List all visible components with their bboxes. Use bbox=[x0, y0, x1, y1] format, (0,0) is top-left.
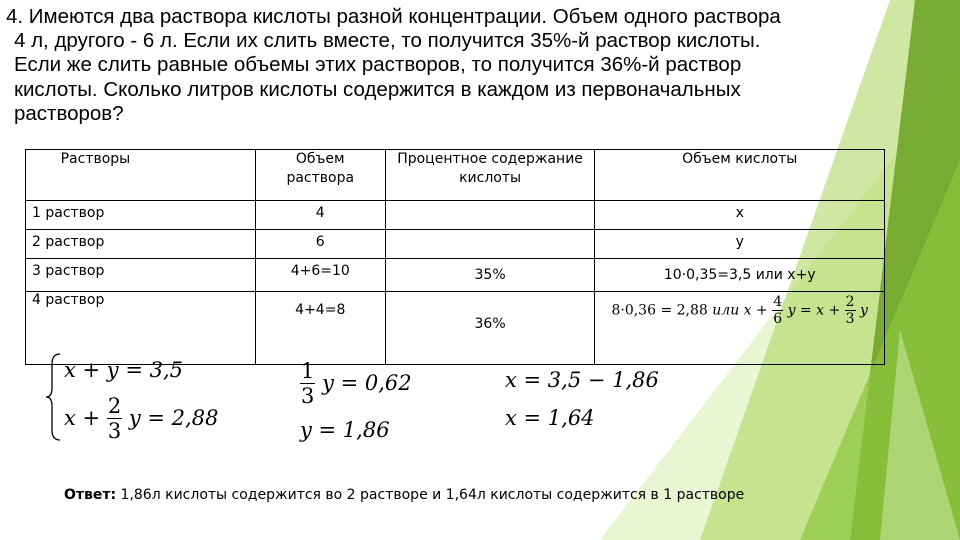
header-solutions: Растворы bbox=[26, 150, 256, 201]
fraction-denominator: 6 bbox=[773, 311, 783, 327]
fraction-4-6 bbox=[772, 294, 783, 327]
equation-text: y = 2,88 bbox=[128, 406, 219, 430]
fraction-denominator: 3 bbox=[107, 418, 122, 443]
solution-x-line-2 bbox=[505, 400, 659, 436]
fraction-numerator: 2 bbox=[107, 393, 122, 418]
solution-y-equation bbox=[300, 355, 412, 411]
problem-line-3: Если же слить равные объемы этих растворов, то получится 36%-й раствор bbox=[14, 53, 742, 77]
equation-text: y = 1,86 bbox=[300, 418, 390, 442]
row-acid: y bbox=[595, 230, 885, 259]
acid-eq-x: x bbox=[743, 302, 752, 319]
problem-line-2: 4 л, другого - 6 л. Если их слить вместе, то получится 35%-й раствор кислоты. bbox=[14, 29, 761, 53]
header-percent: Процентное содержание кислоты bbox=[385, 150, 595, 201]
acid-eq-middle: y = x bbox=[787, 302, 825, 319]
equation-text: x + bbox=[64, 406, 101, 430]
header-acid-volume: Объем кислоты bbox=[595, 150, 885, 201]
row-name: 2 раствор bbox=[26, 230, 256, 259]
solutions-table bbox=[25, 149, 885, 365]
problem-line-5: растворов? bbox=[14, 101, 124, 125]
row-percent: 35% bbox=[385, 259, 595, 292]
problem-statement bbox=[6, 5, 916, 126]
row-name: 3 раствор bbox=[26, 259, 256, 292]
answer-label: Ответ: bbox=[64, 487, 117, 503]
row-percent: 36% bbox=[385, 292, 595, 365]
solution-y-result bbox=[300, 411, 412, 449]
row-percent bbox=[385, 201, 595, 230]
solution-y bbox=[300, 355, 412, 449]
row-name: 4 раствор bbox=[26, 292, 256, 365]
table-row bbox=[26, 201, 885, 230]
row-volume: 4 bbox=[255, 201, 385, 230]
row-percent bbox=[385, 230, 595, 259]
fraction-1-3 bbox=[300, 359, 315, 408]
row-volume: 6 bbox=[255, 230, 385, 259]
fraction-2-3 bbox=[107, 394, 122, 443]
problem-line-4: кислоты. Сколько литров кислоты содержится в каждом из первоначальных bbox=[14, 77, 741, 101]
fraction-numerator: 2 bbox=[845, 294, 855, 310]
equation-system bbox=[64, 350, 218, 446]
system-equation-2 bbox=[64, 390, 218, 446]
equation-text: x + y = 3,5 bbox=[64, 358, 183, 382]
row-acid-equation: 8·0,36 = 2,88 или x + $\frac{4}{6}$ y = x + $\frac{2}{3}$ y bbox=[595, 292, 885, 365]
row-volume: 4+6=10 bbox=[255, 259, 385, 292]
fraction-numerator: 4 bbox=[773, 294, 783, 310]
row-acid: x bbox=[595, 201, 885, 230]
answer-text: 1,86л кислоты содержится во 2 растворе и 1,64л кислоты содержится в 1 растворе bbox=[116, 487, 745, 503]
row-acid: 10·0,35=3,5 или x+y bbox=[595, 259, 885, 292]
solution-x-line-1 bbox=[505, 360, 659, 400]
row-volume: 4+4=8 bbox=[255, 292, 385, 365]
fraction-2-3 bbox=[845, 294, 856, 327]
equation-text: y = 0,62 bbox=[322, 371, 412, 395]
row-name: 1 раствор bbox=[26, 201, 256, 230]
equation-text: x = 1,64 bbox=[505, 406, 595, 430]
acid-eq-or: или bbox=[712, 302, 740, 319]
table-row bbox=[26, 230, 885, 259]
table-header-row bbox=[26, 150, 885, 201]
solution-x bbox=[505, 360, 659, 436]
fraction-denominator: 3 bbox=[845, 311, 855, 327]
system-brace bbox=[44, 352, 64, 442]
header-volume: Объем раствора bbox=[255, 150, 385, 201]
equation-text: x = 3,5 − 1,86 bbox=[505, 368, 659, 392]
fraction-denominator: 3 bbox=[301, 383, 315, 408]
answer-line bbox=[64, 487, 744, 503]
fraction-numerator: 1 bbox=[301, 358, 315, 383]
acid-eq-prefix: 8·0,36 = 2,88 bbox=[611, 302, 708, 319]
table-row bbox=[26, 259, 885, 292]
system-equation-1 bbox=[64, 350, 218, 390]
acid-eq-end: y bbox=[860, 302, 868, 319]
problem-line-1: 4. Имеются два раствора кислоты разной концентрации. Объем одного раствора bbox=[6, 5, 781, 28]
